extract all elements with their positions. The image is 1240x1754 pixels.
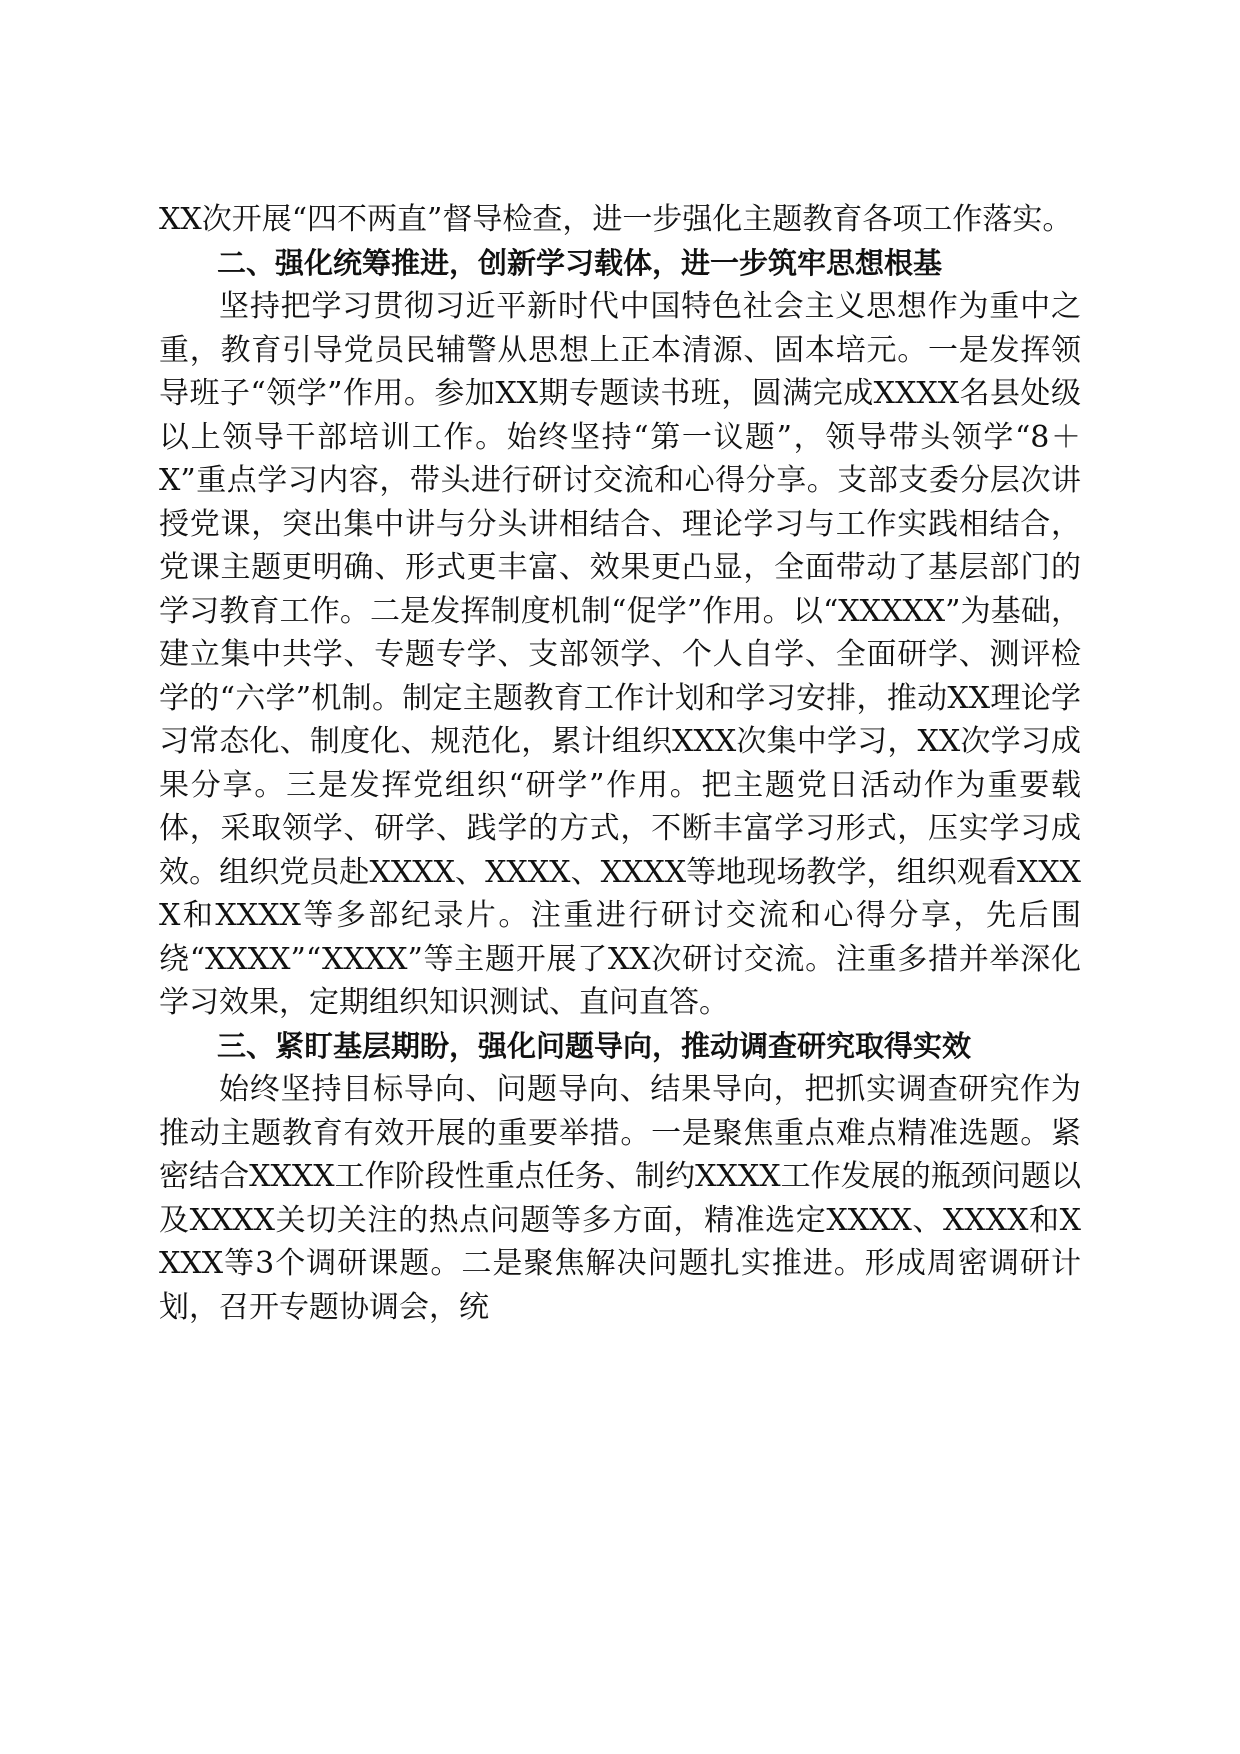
intro-paragraph-tail: XX次开展“四不两直”督导检查，进一步强化主题教育各项工作落实。 [159, 202, 1073, 237]
section-2-paragraph: 坚持把学习贯彻习近平新时代中国特色社会主义思想作为重中之重，教育引导党员民辅警从思想上正本清源、固本培元。一是发挥领导班子“领学”作用。参加XX期专题读书班，圆满完成XXXX名县处级以上领导干部培训工作。始终坚持“第一议题”，领导带头领学“8＋X”重点学习内容，带头进行研讨交流和心得分享。支部支委分层次讲授党课，突出集中讲与分头讲相结合、理论学习与工作实践相结合，党课主题更明确、形式更丰富、效果更凸显，全面带动了基层部门的学习教育工作。二是发挥制度机制“促学”作用。以“XXXXX”为基础，建立集中共学、专题专学、支部领学、个人自学、全面研学、测评检学的“六学”机制。制定主题教育工作计划和学习安排，推动XX理论学习常态化、制度化、规范化，累计组织XXX次集中学习，XX次学习成果分享。三是发挥党组织“研学”作用。把主题党日活动作为重要载体，采取领学、研学、践学的方式，不断丰富学习形式，压实学习成效。组织党员赴XXXX、XXXX、XXXX等地现场教学，组织观看XXXX和XXXX等多部纪录片。注重进行研讨交流和心得分享，先后围绕“XXXX”“XXXX”等主题开展了XX次研讨交流。注重多措并举深化学习效果，定期组织知识测试、直问直答。 [159, 289, 1081, 1020]
section-2-heading: 二、强化统筹推进，创新学习载体，进一步筑牢思想根基 [217, 245, 943, 280]
section-3-heading: 三、紧盯基层期盼，强化问题导向，推动调查研究取得实效 [217, 1028, 972, 1063]
document-body [159, 198, 1081, 1329]
section-3-paragraph: 始终坚持目标导向、问题导向、结果导向，把抓实调查研究作为推动主题教育有效开展的重要举措。一是聚焦重点难点精准选题。紧密结合XXXX工作阶段性重点任务、制约XXXX工作发展的瓶颈问题以及XXXX关切关注的热点问题等多方面，精准选定XXXX、XXXX和XXXX等3个调研课题。二是聚焦解决问题扎实推进。形成周密调研计划，召开专题协调会，统 [159, 1072, 1081, 1325]
